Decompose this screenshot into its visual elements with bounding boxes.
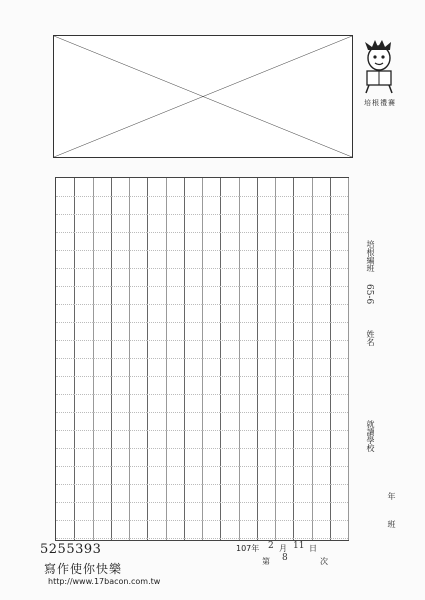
grid-column bbox=[129, 178, 148, 540]
date-month-label: 月 bbox=[279, 544, 287, 553]
handwritten-column-text bbox=[239, 178, 257, 540]
grid-column bbox=[312, 178, 331, 540]
handwritten-column-text bbox=[166, 178, 184, 540]
grid-column bbox=[111, 178, 130, 540]
grid-column bbox=[56, 178, 75, 540]
page-suffix: 次 bbox=[320, 557, 328, 566]
grid-column bbox=[74, 178, 93, 540]
school-label: 就讀學校 bbox=[366, 420, 375, 452]
handwritten-column-text bbox=[257, 178, 275, 540]
handwritten-column-text bbox=[220, 178, 238, 540]
class-label: 培根編班 bbox=[366, 240, 375, 272]
slogan: 寫作使你快樂 bbox=[44, 562, 123, 576]
handwritten-column-text bbox=[93, 178, 111, 540]
name-label: 姓名 bbox=[366, 330, 375, 346]
grid-column bbox=[184, 178, 203, 540]
handwritten-column-text bbox=[111, 178, 129, 540]
page-prefix: 第 bbox=[262, 557, 270, 566]
date-year: 107年 bbox=[236, 544, 260, 553]
cartoon-reader-icon bbox=[358, 38, 400, 96]
handwritten-column-text bbox=[293, 178, 311, 540]
handwritten-column-text bbox=[330, 178, 348, 540]
date-day-label: 日 bbox=[309, 544, 317, 553]
grid-column bbox=[220, 178, 239, 540]
teacher-comment-box bbox=[53, 35, 353, 158]
class-suffix-label: 班 bbox=[387, 520, 396, 528]
grid-column bbox=[239, 178, 258, 540]
website-url: http://www.17bacon.com.tw bbox=[48, 577, 161, 586]
handwritten-column-text bbox=[312, 178, 330, 540]
grid-column bbox=[257, 178, 276, 540]
grid-column bbox=[93, 178, 112, 540]
writing-grid bbox=[55, 177, 349, 541]
page-value: 8 bbox=[282, 553, 288, 563]
serial-number: 5255393 bbox=[40, 542, 102, 557]
date-month-value: 2 bbox=[268, 541, 274, 551]
handwritten-column-text bbox=[74, 178, 92, 540]
grid-column bbox=[147, 178, 166, 540]
grade-label: 年 bbox=[387, 492, 396, 500]
logo-caption: 培根禮賽 bbox=[364, 99, 396, 107]
handwritten-column-text bbox=[56, 178, 74, 540]
date-day-value: 11 bbox=[293, 541, 305, 551]
grid-column bbox=[330, 178, 349, 540]
handwritten-column-text bbox=[147, 178, 165, 540]
grid-column bbox=[202, 178, 221, 540]
handwritten-column-text bbox=[129, 178, 147, 540]
handwritten-column-text bbox=[184, 178, 202, 540]
grid-column bbox=[166, 178, 185, 540]
class-code-value: 65-6 bbox=[364, 284, 374, 305]
grid-column bbox=[293, 178, 312, 540]
handwritten-column-text bbox=[202, 178, 220, 540]
handwritten-column-text bbox=[275, 178, 293, 540]
grid-column bbox=[275, 178, 294, 540]
